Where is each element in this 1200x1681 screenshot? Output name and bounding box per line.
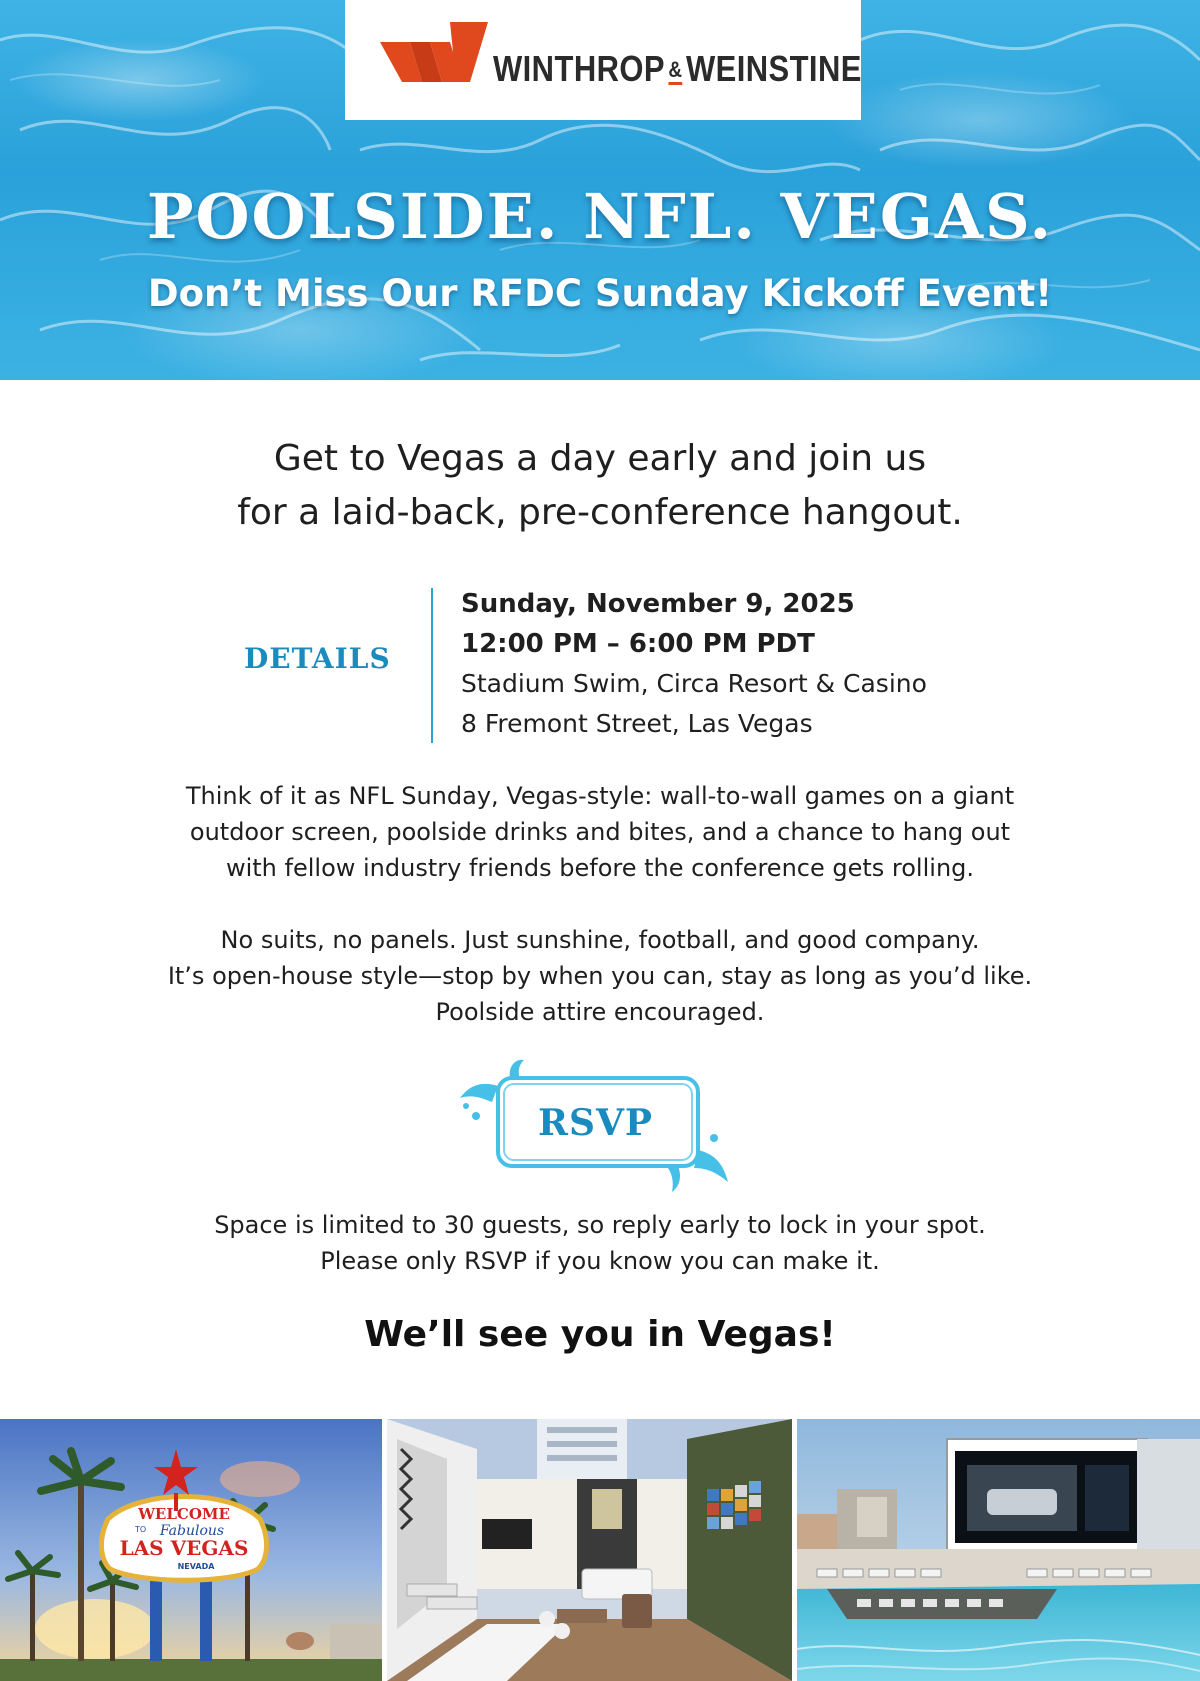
details-divider (431, 588, 433, 743)
description-line: with fellow industry friends before the conference gets rolling. (225, 854, 975, 882)
header-banner (0, 0, 1200, 380)
brand-name-part2: WEINSTINE (685, 48, 862, 89)
brand-name-part1: WINTHROP (493, 48, 665, 89)
sign-welcome-text: WELCOME (138, 1505, 230, 1523)
brand-logo-box (345, 0, 861, 120)
intro-line: for a laid-back, pre-conference hangout. (237, 492, 963, 533)
event-address: 8 Fremont Street, Las Vegas (461, 709, 813, 738)
headline: POOLSIDE. NFL. VEGAS. (146, 180, 1054, 253)
dress-line: It’s open-house style—stop by when you can, stay as long as you’d like. (167, 962, 1033, 990)
intro-text (0, 432, 1200, 540)
brand-ampersand: & (668, 57, 682, 85)
dress-line: No suits, no panels. Just sunshine, football, and good company. (220, 926, 980, 954)
capacity-line: Please only RSVP if you know you can make it. (320, 1247, 880, 1275)
brand-logo-mark-icon (380, 22, 488, 92)
event-venue: Stadium Swim, Circa Resort & Casino (461, 669, 927, 698)
dress-line: Poolside attire encouraged. (435, 998, 765, 1026)
cabana-lounge-image (387, 1419, 792, 1681)
photo-strip (0, 1419, 1200, 1681)
sign-to-text: TO (135, 1525, 147, 1534)
las-vegas-sign-image (0, 1419, 382, 1681)
dress-paragraph (0, 922, 1200, 1030)
las-vegas-sign-photo (0, 1419, 382, 1681)
brand-wordmark (493, 48, 862, 90)
event-date: Sunday, November 9, 2025 (461, 589, 855, 619)
capacity-paragraph (0, 1207, 1200, 1279)
capacity-line: Space is limited to 30 guests, so reply early to lock in your spot. (214, 1211, 986, 1239)
closing-line: We’ll see you in Vegas! (364, 1314, 836, 1355)
description-paragraph (0, 778, 1200, 886)
cabana-lounge-photo (387, 1419, 792, 1681)
description-line: outdoor screen, poolside drinks and bites, and a chance to hang out (189, 818, 1011, 846)
event-time: 12:00 PM – 6:00 PM PDT (461, 629, 815, 659)
details-block (461, 584, 927, 744)
stadium-swim-image (797, 1419, 1200, 1681)
description-line: Think of it as NFL Sunday, Vegas-style: wall-to-wall games on a giant (185, 782, 1015, 810)
stadium-swim-photo (797, 1419, 1200, 1681)
rsvp-button[interactable] (458, 1058, 733, 1193)
intro-line: Get to Vegas a day early and join us (273, 438, 927, 479)
rsvp-label: RSVP (538, 1102, 653, 1144)
subheadline: Don’t Miss Our RFDC Sunday Kickoff Event! (147, 272, 1053, 315)
sign-fabulous-text: Fabulous (159, 1523, 225, 1539)
sign-state-text: NEVADA (177, 1562, 215, 1571)
sign-city-text: LAS VEGAS (119, 1536, 249, 1560)
details-label: DETAILS (244, 642, 391, 675)
